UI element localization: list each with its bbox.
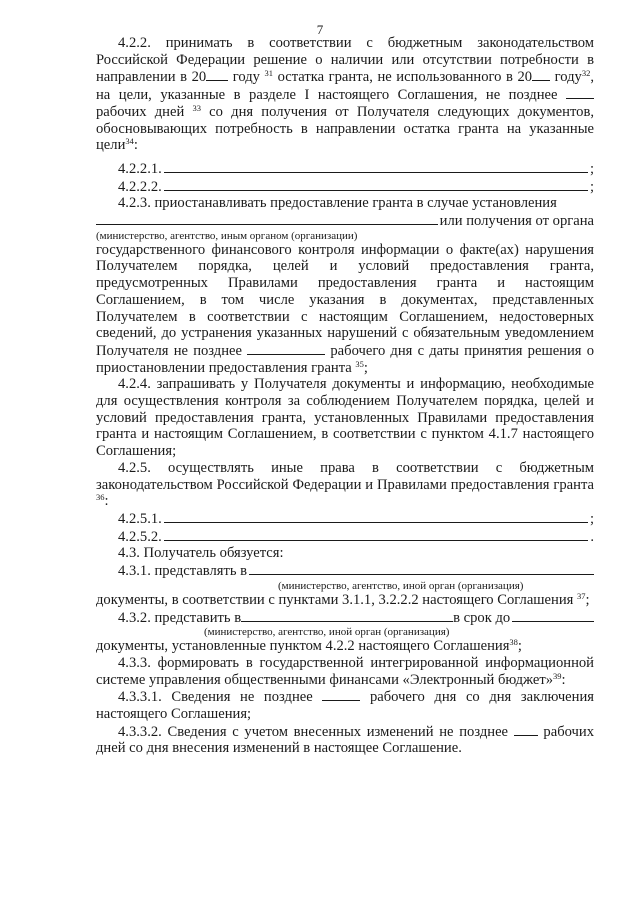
days-blank: [247, 342, 325, 355]
item-4-2-5-2: 4.2.5.2. .: [118, 528, 594, 545]
paragraph-4-2-5: 4.2.5. осуществлять иные права в соответствии с бюджетным законодательством Российской Федерации и Правилами предоставления гранта $^{36}$:: [96, 459, 594, 510]
days-blank: [322, 688, 360, 701]
deadline-blank: [512, 609, 594, 622]
paragraph-4-3-3: 4.3.3. формировать в государственной интегрированной информационной системе управления общественными финансами «Электронный бюджет»$^{39}$:: [96, 654, 594, 688]
days-blank: [514, 723, 538, 736]
year-blank: [532, 68, 550, 81]
paragraph-4-2-2: 4.2.2. принимать в соответствии с бюджетным законодательством Российской Федерации решение о наличии или отсутствии потребности в направлении в 20 году $^{31}$ остатка гранта, не использованного в 20 году$^{32}$, на цели, указанные в разделе I настоящего Соглашения, не позднее рабочих дней $^{33}$ со дня получения от Получателя следующих документов, обосновывающих потребность в направлении остатка гранта на указанные цели$^{34}$:: [96, 35, 594, 154]
fill-line: [164, 510, 588, 523]
days-blank: [566, 86, 594, 99]
footnote-37: 37: [577, 590, 586, 601]
footnote-39: 39: [553, 670, 562, 681]
paragraph-4-3-2-body: документы, установленные пунктом 4.2.2 настоящего Соглашения$^{38}$;: [96, 637, 522, 655]
item-4-2-2-2: 4.2.2.2. ;: [118, 178, 594, 195]
paragraph-4-3-3-2: 4.3.3.2. Сведения с учетом внесенных изменений не позднее рабочих дней со дня внесения изменений в настоящее Соглашение.: [96, 723, 594, 757]
fill-line: [164, 528, 589, 541]
page-number: 7: [316, 22, 324, 37]
item-4-2-2-1: 4.2.2.1. ;: [118, 160, 594, 177]
paragraph-4-2-4: 4.2.4. запрашивать у Получателя документы и информацию, необходимые для осуществления контроля за соблюдением Получателем порядка, целей и условий предоставления гранта, установленных Правилами предоставления гранта и настоящим Соглашением, в соответствии с пунктом 4.1.7 настоящего Соглашения;: [96, 376, 594, 460]
caption-organ: (министерство, агентство, иной орган (организация): [204, 626, 450, 639]
paragraph-4-2-3-body: государственного финансового контроля информации о факте(ах) нарушения Получателем порядка, целей и условий предоставления гранта, предусмотренных Правилами предоставления гранта и настоящим Соглашением, в том числе указания в документах, представленных Получателем в соответствии с настоящим Соглашением, недостоверных сведений, до устранения указанных нарушений с обязательным уведомлением Получателя не позднее рабочего дня с даты принятия решения о приостановлении предоставления гранта $^{35}$;: [96, 241, 594, 376]
organ-blank: [241, 609, 453, 622]
footnote-33: 33: [192, 102, 201, 113]
footnote-31: 31: [264, 68, 274, 79]
item-4-2-5-1: 4.2.5.1. ;: [118, 510, 594, 527]
paragraph-4-3-1-body: документы, в соответствии с пунктами 3.1.1, 3.2.2.2 настоящего Соглашения $^{37}$;: [96, 590, 590, 608]
fill-line: [249, 562, 594, 575]
footnote-34: 34: [125, 136, 134, 147]
paragraph-4-3-2-heading: 4.3.2. представить в в срок до: [96, 609, 594, 627]
paragraph-4-2-3-heading: 4.2.3. приостанавливать предоставление гранта в случае установления: [118, 195, 557, 212]
footnote-35: 35: [355, 358, 364, 369]
paragraph-4-3-3-1: 4.3.3.1. Сведения не позднее рабочего дня со дня заключения настоящего Соглашения;: [96, 689, 594, 723]
fill-line: [164, 178, 588, 191]
footnote-38: 38: [509, 637, 518, 648]
organ-line: или получения от органа: [96, 212, 594, 230]
caption-organ: (министерство, агентство, иным органом (организации): [96, 229, 358, 242]
year-blank: [206, 68, 228, 81]
fill-line: [96, 212, 438, 225]
paragraph-4-3-1-heading: 4.3.1. представлять в: [96, 562, 594, 580]
caption-organ: (министерство, агентство, иной орган (организация): [278, 579, 524, 592]
fill-line: [164, 160, 588, 173]
footnote-32: 32: [581, 68, 591, 79]
footnote-36: 36: [96, 492, 105, 503]
paragraph-4-3: 4.3. Получатель обязуется:: [118, 545, 284, 562]
document-body: [96, 35, 594, 757]
